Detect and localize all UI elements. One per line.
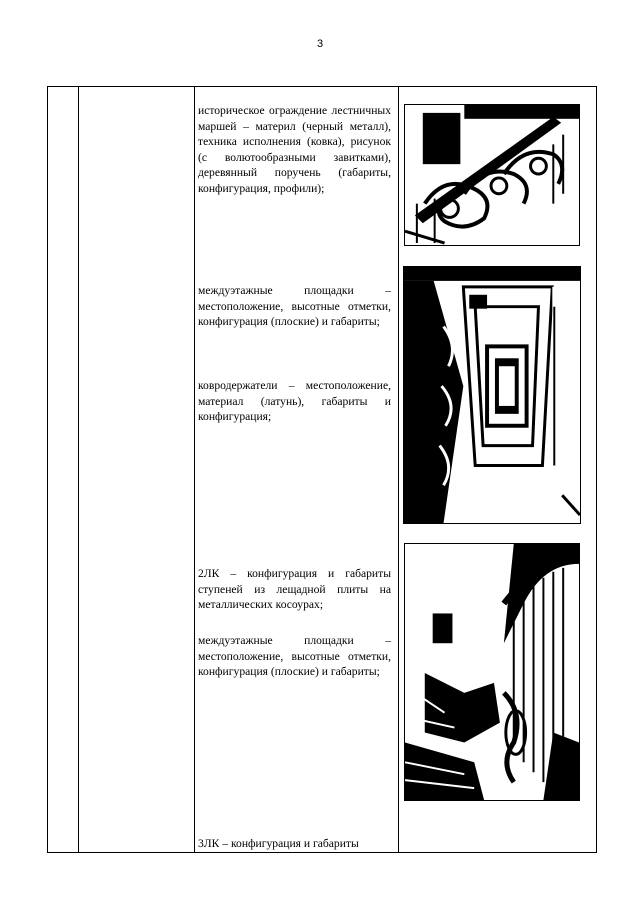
staircase-3-description: 3ЛК – конфигурация и габариты	[198, 837, 359, 850]
column-divider	[194, 87, 195, 852]
staircase-2-description: 2ЛК – конфигурация и габариты ступеней из лещадной плиты на металлических косоурах;	[198, 567, 391, 611]
photo-staircase-2	[404, 543, 580, 801]
landings-description: междуэтажные площадки – местоположение, высотные отметки, конфигурация (плоские) и габариты;	[198, 284, 391, 328]
page-number: 3	[316, 38, 324, 50]
column-divider	[398, 87, 399, 852]
photo-stairwell-top-view	[403, 266, 581, 524]
landings-2-description: междуэтажные площадки – местоположение, высотные отметки, конфигурация (плоские) и габариты;	[198, 634, 391, 678]
carpet-holders-description: ковродержатели – местоположение, материал (латунь), габариты и конфигурация;	[198, 379, 391, 423]
photo-wrought-iron-railing	[404, 104, 580, 246]
column-divider	[78, 87, 79, 852]
railing-description: историческое ограждение лестничных маршей – материл (черный металл), техника исполнения (ковка), рисунок (с волютообразными завитками), деревянный поручень (габариты, конфигурация, профили);	[198, 104, 391, 195]
